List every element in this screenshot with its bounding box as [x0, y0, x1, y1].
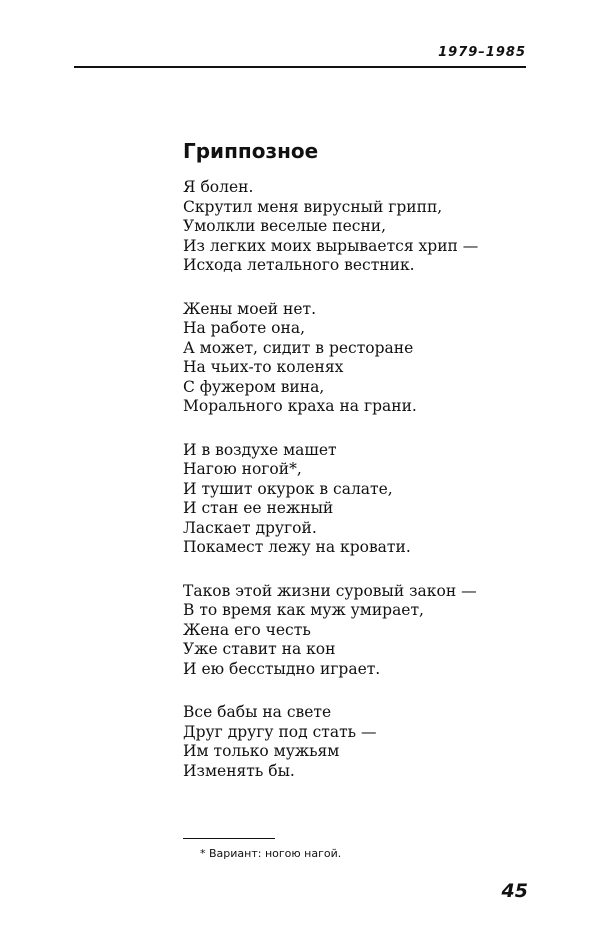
poem-line: Скрутил меня вирусный грипп,	[183, 197, 443, 216]
poem-line: Им только мужьям	[183, 742, 340, 760]
poem-line: В то время как муж умирает,	[183, 601, 424, 619]
poem-line: Изменять бы.	[183, 761, 295, 780]
running-head: 1979–1985	[438, 45, 526, 60]
poem-line: Покамест лежу на кровати.	[183, 538, 411, 556]
poem-title: Гриппозное	[183, 139, 319, 163]
poem-body	[183, 178, 513, 805]
poem-line: Друг другу под стать —	[183, 722, 377, 741]
poem-line: Таков этой жизни суровый закон —	[183, 581, 477, 600]
poem-line: Уже ставит на кон	[183, 640, 336, 658]
poem-line: И стан ее нежный	[183, 499, 334, 517]
stanza-5	[183, 703, 513, 781]
stanza-3	[183, 441, 513, 558]
poem-line: Все бабы на свете	[183, 703, 332, 721]
poem-line: Жена его честь	[183, 620, 311, 639]
poem-line: Ласкает другой.	[183, 518, 317, 537]
stanza-1	[183, 178, 513, 276]
poem-line: Исхода летального вестник.	[183, 256, 415, 274]
poem-line: Морального краха на грани.	[183, 397, 417, 415]
poem-line: А может, сидит в ресторане	[183, 338, 414, 357]
poem-line: Нагою ногой*,	[183, 460, 302, 478]
poem-line: Из легких моих вырывается хрип —	[183, 236, 479, 255]
poem-line: И тушит окурок в салате,	[183, 479, 393, 498]
poem-line: На работе она,	[183, 319, 306, 337]
poem-line: И в воздухе машет	[183, 440, 337, 459]
poem-line: Жены моей нет.	[183, 299, 317, 318]
footnote: * Вариант: ногою нагой.	[200, 847, 342, 860]
header-rule	[74, 66, 526, 68]
stanza-4	[183, 582, 513, 680]
page-number: 45	[501, 880, 528, 902]
poem-line: Умолкли веселые песни,	[183, 217, 387, 235]
poem-line: На чьих-то коленях	[183, 358, 344, 376]
stanza-2	[183, 300, 513, 417]
poem-line: Я болен.	[183, 178, 254, 196]
poem-line: С фужером вина,	[183, 377, 325, 396]
poem-line: И ею бесстыдно играет.	[183, 659, 381, 678]
footnote-rule	[183, 838, 275, 839]
